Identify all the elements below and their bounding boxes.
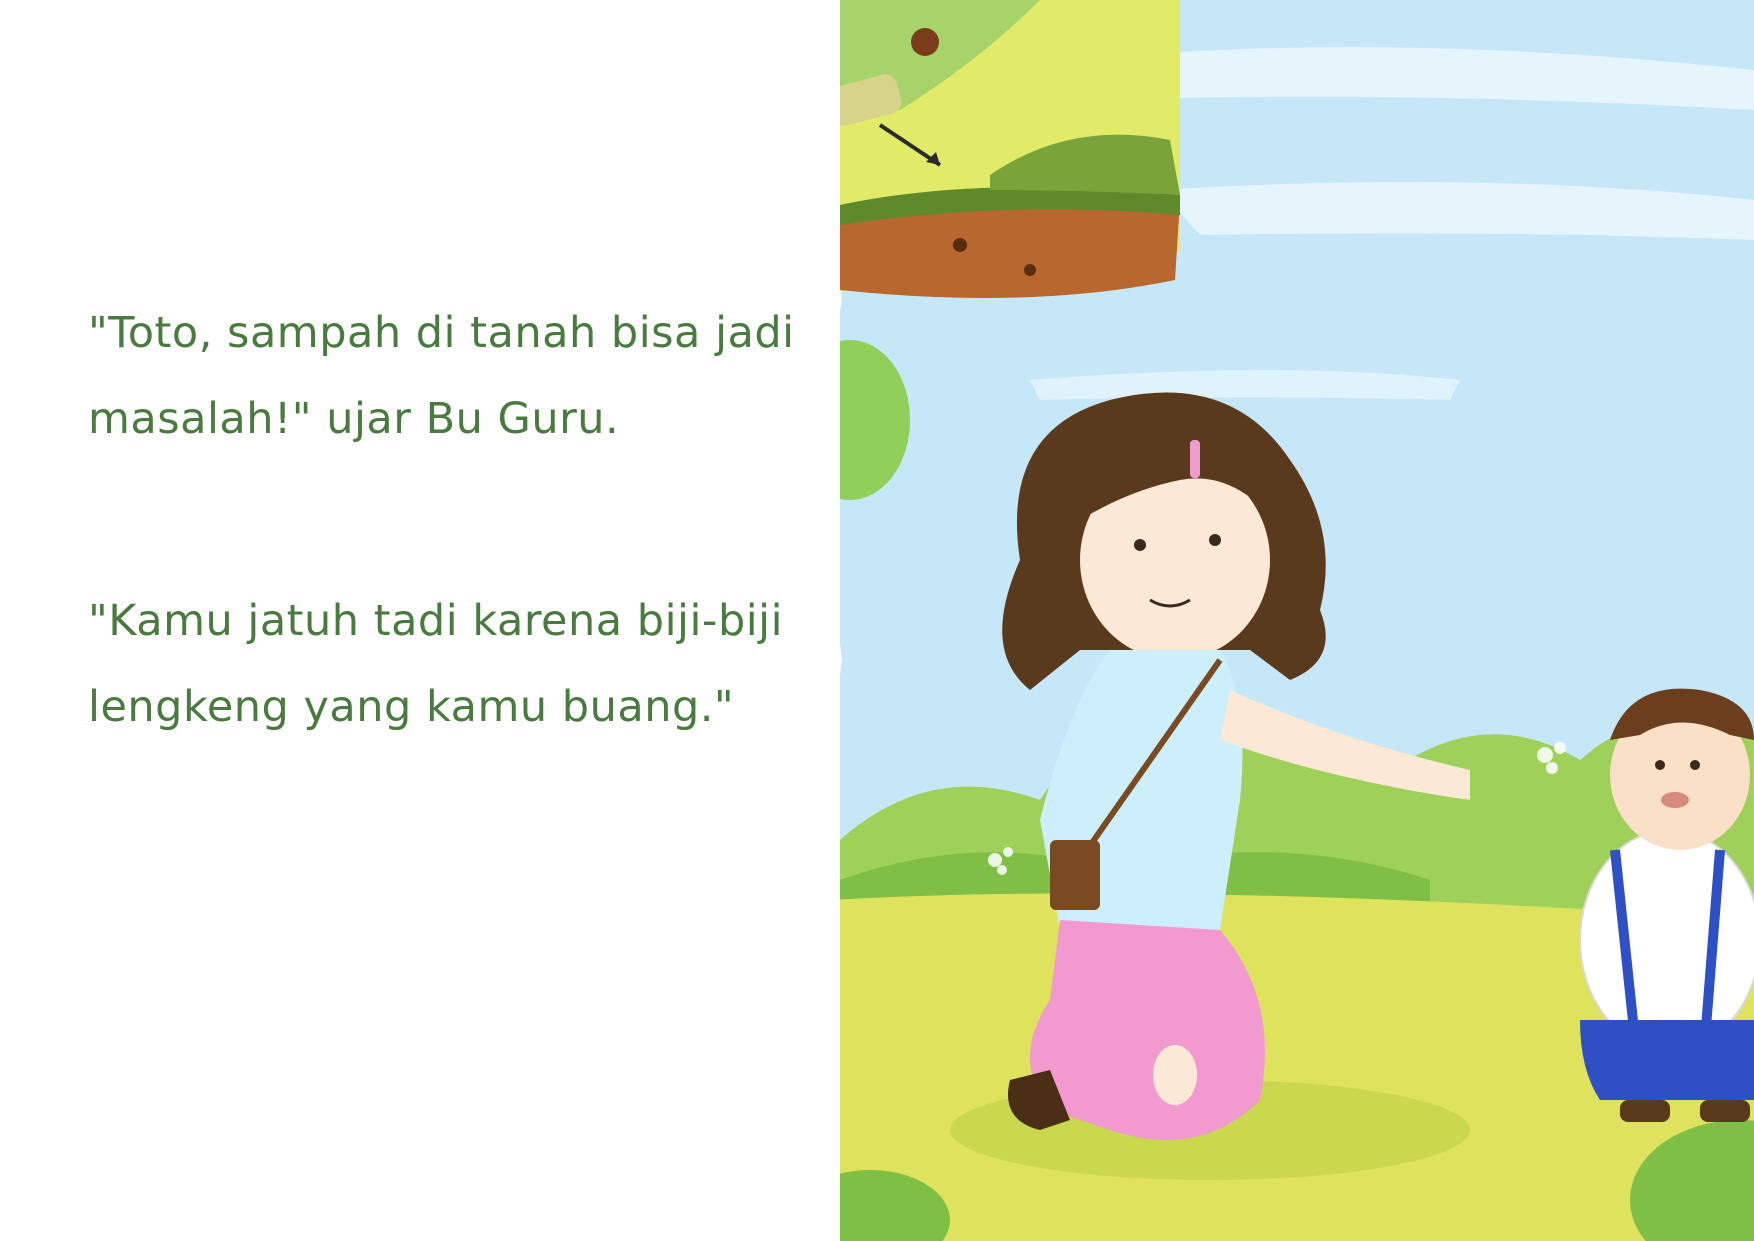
story-text-panel (0, 0, 840, 1241)
story-paragraph-1: "Toto, sampah di tanah bisa jadi masalah!" ujar Bu Guru. (88, 308, 795, 444)
story-paragraph-2: "Kamu jatuh tadi karena biji-biji lengkeng yang kamu buang." (88, 596, 784, 732)
seed (911, 28, 939, 56)
seed (1024, 264, 1036, 276)
bag (1050, 840, 1100, 910)
story-illustration (780, 0, 1754, 1241)
seed (953, 238, 967, 252)
hair-clip (1190, 440, 1200, 478)
soil-inset (820, 0, 1180, 298)
